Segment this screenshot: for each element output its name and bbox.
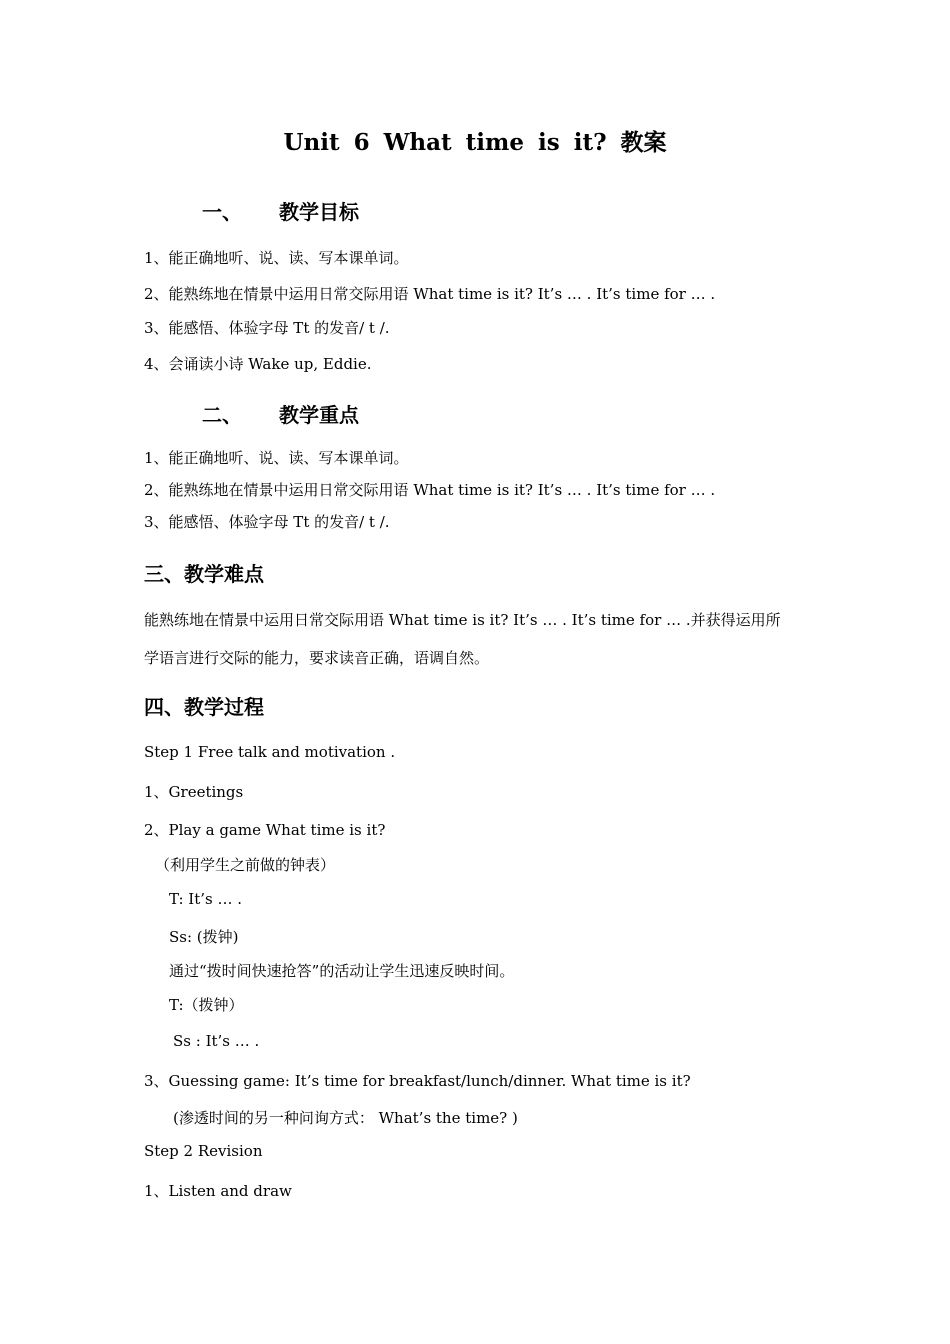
process-line: 通过“拨时间快速抢答”的活动让学生迅速反映时间。	[169, 962, 515, 980]
objective-line: 1、能正确地听、说、读、写本课单词。	[144, 249, 409, 267]
section-3-title: 三、教学难点	[144, 562, 264, 586]
objective-line: 3、能感悟、体验字母 Tt 的发音/ t /.	[144, 319, 390, 337]
process-line: （利用学生之前做的钟表）	[155, 856, 336, 874]
process-line: 1、Greetings	[144, 783, 244, 801]
key-point-line: 1、能正确地听、说、读、写本课单词。	[144, 449, 409, 467]
objective-line: 2、能熟练地在情景中运用日常交际用语 What time is it? It’s … . It’s time for … .	[144, 285, 716, 303]
difficulty-line: 学语言进行交际的能力，要求读音正确，语调自然。	[144, 649, 490, 667]
section-4-title: 四、教学过程	[144, 695, 264, 719]
process-line: T: It’s … .	[169, 890, 243, 908]
process-line: Step 2 Revision	[144, 1142, 263, 1160]
key-point-line: 3、能感悟、体验字母 Tt 的发音/ t /.	[144, 513, 390, 531]
process-line: 1、Listen and draw	[144, 1182, 292, 1200]
process-line: 2、Play a game What time is it?	[144, 821, 386, 839]
section-1-number: 一、	[202, 200, 242, 224]
difficulty-line: 能熟练地在情景中运用日常交际用语 What time is it? It’s … . It’s time for … .并获得运用所	[144, 611, 781, 629]
process-line: Ss : It’s … .	[173, 1032, 260, 1050]
process-line: (渗透时间的另一种问询方式： What’s the time? )	[173, 1109, 518, 1127]
key-point-line: 2、能熟练地在情景中运用日常交际用语 What time is it? It’s … . It’s time for … .	[144, 481, 716, 499]
section-2-number: 二、	[202, 403, 242, 427]
process-line: 3、Guessing game: It’s time for breakfast/lunch/dinner. What time is it?	[144, 1072, 691, 1090]
section-2-title: 教学重点	[279, 403, 359, 427]
objective-line: 4、会诵读小诗 Wake up, Eddie.	[144, 355, 372, 373]
section-1-title: 教学目标	[279, 200, 359, 224]
document-title: Unit 6 What time is it? 教案	[283, 129, 667, 156]
process-line: Ss: (拨钟)	[169, 928, 239, 946]
process-line: T:（拨钟）	[169, 996, 244, 1014]
process-line: Step 1 Free talk and motivation .	[144, 743, 396, 761]
